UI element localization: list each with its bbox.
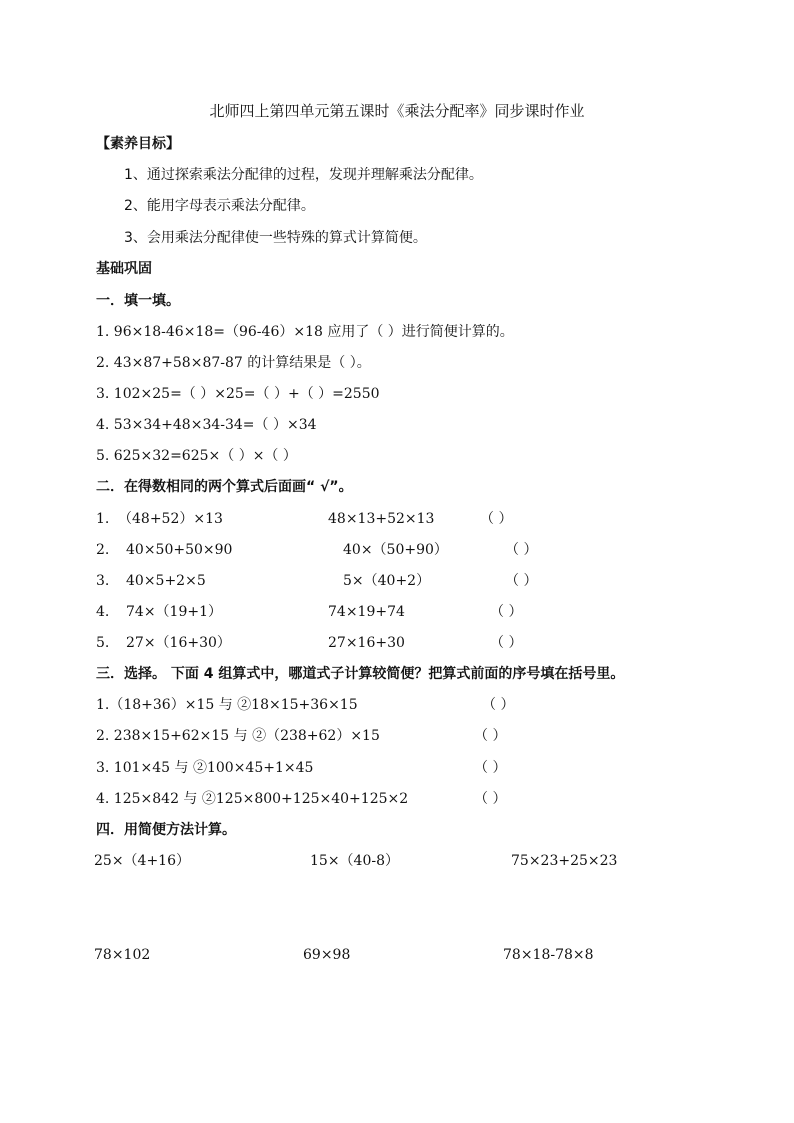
fill-question: 5. 625×32=625×（ ）×（ ）: [96, 448, 297, 464]
calc-problem: 15×（40-8）: [310, 853, 399, 869]
basic-heading: 基础巩固: [96, 261, 152, 277]
answer-parens: （ ）: [505, 542, 538, 558]
answer-parens: （ ）: [474, 728, 507, 744]
compare-number: 3.: [96, 573, 110, 589]
answer-parens: （ ）: [482, 697, 515, 713]
answer-parens: （ ）: [490, 635, 523, 651]
answer-parens: （ ）: [505, 573, 538, 589]
choice-question: 1.（18+36）×15 与 ②18×15+36×15: [96, 697, 358, 713]
compare-expression-b: 5×（40+2）: [343, 573, 431, 589]
compare-expression-b: 48×13+52×13: [328, 511, 435, 527]
compare-expression-a: 40×50+50×90: [126, 542, 233, 558]
compare-expression-b: 40×（50+90）: [343, 542, 448, 558]
calc-problem: 75×23+25×23: [511, 853, 618, 869]
choice-question: 3. 101×45 与 ②100×45+1×45: [96, 760, 314, 776]
answer-parens: （ ）: [490, 604, 523, 620]
compare-expression-a: 27×（16+30）: [126, 635, 231, 651]
section2-heading: 二．在得数相同的两个算式后面画“ √”。: [96, 479, 353, 495]
answer-parens: （ ）: [474, 760, 507, 776]
goal-item: 3、会用乘法分配律使一些特殊的算式计算简便。: [124, 230, 427, 246]
section3-heading: 三．选择。 下面 4 组算式中，哪道式子计算较简便？把算式前面的序号填在括号里。: [96, 666, 625, 682]
compare-expression-a: （48+52）×13: [118, 511, 223, 527]
calc-problem: 25×（4+16）: [94, 853, 190, 869]
goals-heading: 【素养目标】: [96, 136, 180, 152]
compare-number: 5.: [96, 635, 110, 651]
section1-heading: 一．填一填。: [96, 293, 180, 309]
fill-question: 3. 102×25=（ ）×25=（ ）+（ ）=2550: [96, 386, 380, 402]
compare-number: 1.: [96, 511, 110, 527]
goal-item: 1、通过探索乘法分配律的过程，发现并理解乘法分配律。: [124, 167, 483, 183]
calc-problem: 78×102: [94, 947, 151, 963]
compare-expression-a: 40×5+2×5: [126, 573, 206, 589]
compare-expression-b: 74×19+74: [328, 604, 405, 620]
compare-expression-a: 74×（19+1）: [126, 604, 222, 620]
fill-question: 1. 96×18-46×18=（96-46）×18 应用了（ ）进行简便计算的。: [96, 324, 514, 340]
answer-parens: （ ）: [474, 791, 507, 807]
choice-question: 4. 125×842 与 ②125×800+125×40+125×2: [96, 791, 409, 807]
calc-problem: 78×18-78×8: [503, 947, 594, 963]
goal-item: 2、能用字母表示乘法分配律。: [124, 198, 315, 214]
compare-expression-b: 27×16+30: [328, 635, 405, 651]
section4-heading: 四．用简便方法计算。: [96, 822, 236, 838]
compare-number: 2.: [96, 542, 110, 558]
fill-question: 2. 43×87+58×87-87 的计算结果是（ ）。: [96, 355, 371, 371]
compare-number: 4.: [96, 604, 110, 620]
page-title: 北师四上第四单元第五课时《乘法分配率》同步课时作业: [209, 102, 585, 120]
fill-question: 4. 53×34+48×34-34=（ ）×34: [96, 417, 317, 433]
answer-parens: （ ）: [480, 511, 513, 527]
choice-question: 2. 238×15+62×15 与 ②（238+62）×15: [96, 728, 380, 744]
calc-problem: 69×98: [303, 947, 351, 963]
